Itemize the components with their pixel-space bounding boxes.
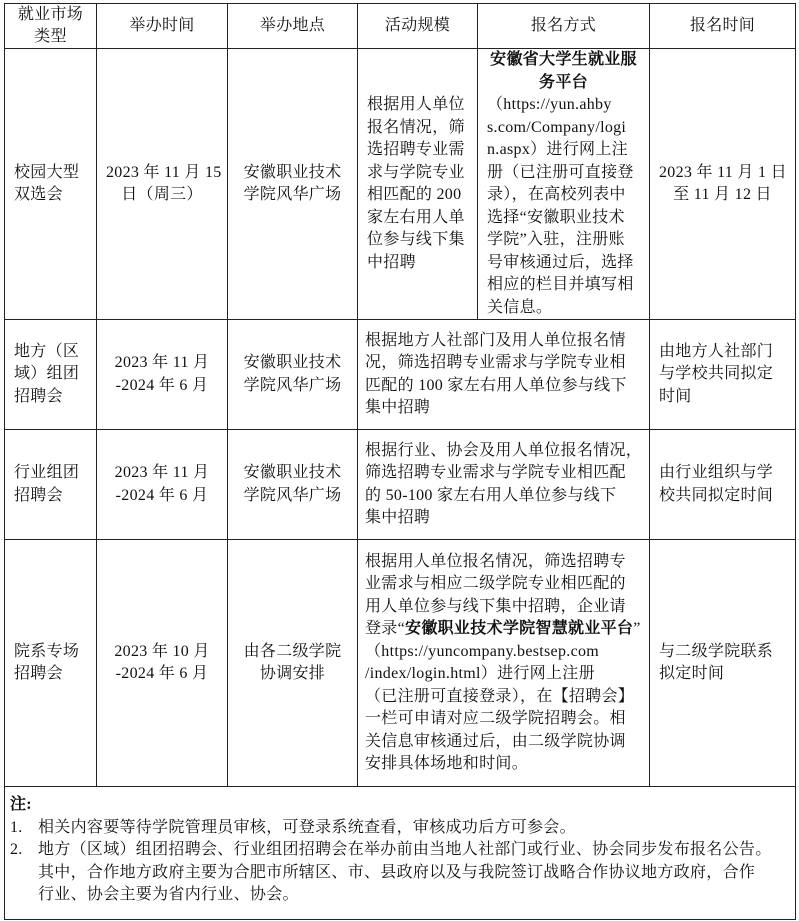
text-line: -2024 年 6 月: [115, 376, 209, 394]
text-line: 协调安排: [259, 665, 326, 682]
text-line: 学院风华广场: [243, 186, 342, 203]
text-line: 由各二级学院: [243, 642, 342, 660]
text-line: 关信息审核通过后，由二级学院协调: [365, 732, 626, 750]
text-line: 号审核通过后，选择: [487, 253, 634, 271]
text-line: 学院风华广场: [243, 486, 342, 504]
text-line: 安排具体场地和时间。: [365, 755, 529, 772]
cell-venue: [228, 430, 358, 540]
text-line: 学院”入驻，注册账: [487, 231, 625, 248]
text-line: 的 50-100 家左右用人单位参与线下: [365, 486, 617, 504]
text-line: 筛选招聘专业需求与学院专业相匹配: [365, 464, 626, 481]
text-line: -2024 年 6 月: [115, 665, 209, 682]
text-line: 招聘会: [14, 665, 63, 682]
cell-market-type: [5, 540, 97, 787]
text-line: 安徽职业技术: [243, 464, 342, 481]
text-line: 匹配的 100 家左右用人单位参与线下: [365, 376, 627, 394]
text-line: 根据地方人社部门及用人单位报名情: [365, 331, 626, 349]
table-header-row: [5, 4, 796, 49]
cell-market-type: [5, 49, 97, 320]
text-line: 中招聘: [367, 253, 416, 271]
header-text-line: 举办地点: [259, 17, 326, 34]
text-line: 院系专场: [14, 642, 80, 660]
text-line: 2023 年 11 月: [114, 464, 210, 481]
text-line: （https://yuncompany.bestsep.com: [365, 642, 600, 660]
note-text: [38, 839, 772, 907]
text-line: 况，筛选招聘专业需求与学院专业相: [365, 354, 626, 371]
text-line: 与二级学院联系: [659, 642, 774, 660]
cell-hold-time: [97, 430, 228, 540]
platform-name-line: 安徽省大学生就业服: [490, 51, 637, 68]
table-row-campus-fair: [5, 49, 796, 320]
text-line: 集中招聘: [365, 399, 431, 416]
note-text-line: 行业、协会主要为省内行业、协会。: [38, 886, 299, 903]
text-line: 根据用人单位: [367, 96, 465, 113]
table-row-department-fair: [5, 540, 796, 787]
cell-registration-method: [478, 49, 650, 320]
platform-line-suffix: ”: [633, 620, 641, 637]
text-line: 招聘会: [14, 387, 63, 405]
text-line: （https://yun.ahby: [487, 96, 612, 113]
text-line: 2023 年 11 月 1 日: [659, 163, 787, 181]
text-line: 报名情况，筛: [367, 118, 465, 136]
cell-market-type: [5, 320, 97, 430]
text-line: 至 11 月 12 日: [673, 186, 772, 203]
text-line: 根据用人单位报名情况，筛选招聘专: [365, 552, 626, 570]
text-line: 集中招聘: [365, 509, 431, 526]
cell-venue: [228, 49, 358, 320]
text-line: 由行业组织与学: [659, 464, 774, 481]
note-number: 2.: [10, 841, 23, 858]
header-registration-time: [650, 4, 796, 49]
cell-registration-time: [650, 320, 796, 430]
header-registration-method: [478, 4, 650, 49]
text-line: 日（周三）: [121, 186, 203, 203]
text-line: /index/login.html）进行网上注册: [365, 665, 595, 682]
platform-name: 安徽职业技术学院智慧就业平台: [405, 620, 634, 637]
table-row-regional-fair: [5, 320, 796, 430]
text-line: 求与学院专业: [367, 163, 465, 181]
cell-scale-and-registration: [358, 430, 650, 540]
note-number: 1.: [10, 818, 23, 836]
header-text-line: 类型: [34, 28, 67, 45]
text-line: 业需求与相应二级学院专业相匹配的: [365, 575, 626, 592]
note-text-line: 地方（区域）组团招聘会、行业组团招聘会在举办前由当地人社部门或行业、协会同步发布报名公告。: [38, 841, 772, 858]
text-line: 关信息。: [487, 298, 553, 316]
text-line: 行业组团: [14, 464, 80, 481]
text-line: （已注册可直接登录），在【招聘会】: [365, 687, 635, 705]
cell-hold-time: [97, 320, 228, 430]
text-line: 选择“安徽职业技术: [487, 208, 625, 226]
header-text-line: 活动规模: [384, 17, 451, 34]
text-line: 家左右用人单: [367, 208, 465, 226]
notes-row: [5, 787, 796, 920]
cell-scale-and-registration: [358, 320, 650, 430]
cell-registration-time: [650, 540, 796, 787]
platform-name-line: 务平台: [539, 73, 588, 91]
text-line: 相匹配的 200: [367, 186, 462, 203]
text-line: 地方（区: [14, 342, 80, 360]
platform-line: [365, 618, 646, 641]
text-line: 2023 年 10 月: [114, 642, 210, 660]
text-line: 相应的栏目并填写相: [487, 276, 634, 293]
text-line: 2023 年 11 月 15: [106, 163, 222, 181]
header-scale: [358, 4, 478, 49]
note-item: [10, 817, 790, 840]
text-line: 招聘会: [14, 486, 63, 504]
cell-venue: [228, 540, 358, 787]
platform-line-prefix: 登录“: [365, 620, 406, 637]
cell-hold-time: [97, 49, 228, 320]
text-line: 与学校共同拟定: [659, 365, 774, 383]
header-hold-time: [97, 4, 228, 49]
header-venue: [228, 4, 358, 49]
text-line: s.com/Company/logi: [487, 118, 627, 136]
text-line: 学院风华广场: [243, 376, 342, 394]
cell-hold-time: [97, 540, 228, 787]
note-text-line: 相关内容要等待学院管理员审核，可登录系统查看，审核成功后方可参会。: [38, 818, 576, 836]
text-line: 一栏可申请对应二级学院招聘会。相: [365, 710, 626, 727]
text-line: 双选会: [14, 186, 63, 203]
text-line: 拟定时间: [659, 665, 725, 682]
header-text-line: 报名时间: [689, 17, 756, 34]
header-text-line: 报名方式: [530, 17, 597, 34]
text-line: 时间: [659, 387, 692, 405]
header-market-type: [5, 4, 97, 49]
text-line: 安徽职业技术: [243, 163, 342, 181]
cell-registration-time: [650, 430, 796, 540]
text-line: 域）组团: [14, 365, 80, 383]
text-line: 位参与线下集: [367, 231, 465, 248]
table-row-industry-fair: [5, 430, 796, 540]
text-line: 校园大型: [14, 163, 80, 181]
text-line: -2024 年 6 月: [115, 486, 209, 504]
text-line: 根据行业、协会及用人单位报名情况，: [365, 441, 643, 459]
text-line: 用人单位参与线下集中招聘，企业请: [365, 597, 626, 615]
text-line: 校共同拟定时间: [659, 486, 774, 504]
text-line: 选招聘专业需: [367, 141, 465, 158]
note-text-line: 其中，合作地方政府主要为合肥市所辖区、市、县政府以及与我院签订战略合作协议地方政府，合作: [38, 863, 756, 881]
header-text-line: 举办时间: [129, 17, 195, 34]
text-line: 录），在高校列表中: [487, 186, 626, 203]
cell-market-type: [5, 430, 97, 540]
cell-venue: [228, 320, 358, 430]
text-line: 2023 年 11 月: [114, 354, 210, 371]
text-line: 安徽职业技术: [243, 354, 342, 371]
text-line: n.aspx）进行网上注: [487, 141, 628, 158]
note-text: [38, 817, 576, 840]
cell-scale: [358, 49, 478, 320]
text-line: 册（已注册可直接登: [487, 163, 634, 181]
cell-registration-time: [650, 49, 796, 320]
header-text-line: 就业市场: [17, 6, 84, 23]
cell-scale-and-registration: [358, 540, 650, 787]
job-fair-schedule-table: [4, 3, 796, 920]
text-line: 由地方人社部门: [659, 342, 774, 360]
note-item: [10, 839, 790, 907]
notes-section: [5, 787, 796, 920]
notes-title: 注:: [10, 796, 32, 813]
